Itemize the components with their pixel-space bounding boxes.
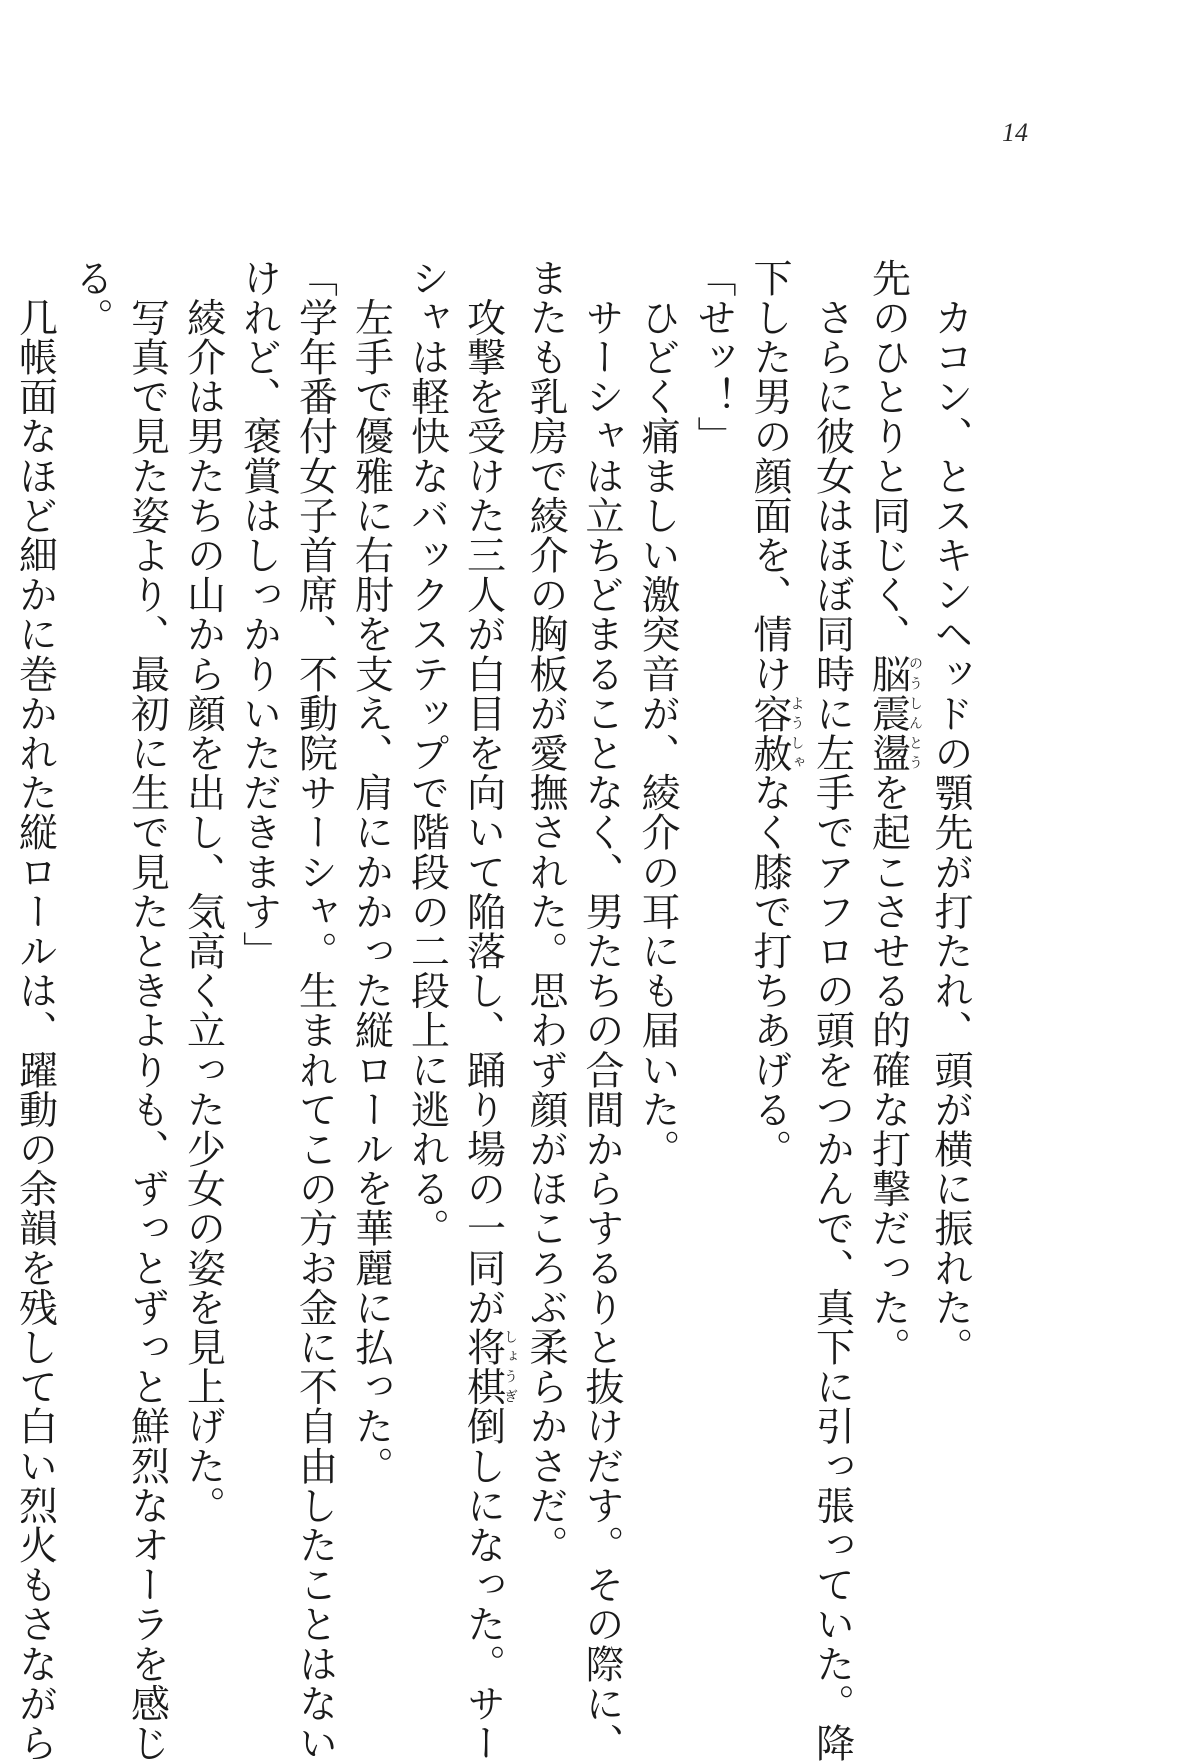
body-text — [12, 258, 978, 1763]
text-line: る。 — [68, 258, 114, 338]
text-fragment: を起こさせる的確な打撃だった。 — [865, 772, 911, 1367]
text-line: 綾介は男たちの山から顔を出し、気高く立った少女の姿を見上げた。 — [180, 258, 226, 1526]
text-line: けれど、褒賞はしっかりいただきます」 — [236, 258, 282, 971]
text-line: 「学年番付女子首席、不動院サーシャ。生まれてこの方お金に不自由したことはない — [292, 258, 338, 1763]
text-line: シャは軽快なバックステップで階段の二段上に逃れる。 — [404, 258, 450, 1248]
text-line: 写真で見た姿より、最初に生で見たときよりも、ずっとずっと鮮烈なオーラを感じ — [124, 258, 170, 1763]
ruby-word — [460, 1327, 518, 1407]
text-fragment: 攻撃を受けた三人が白目を向いて陥落し、踊り場の一同が — [460, 258, 506, 1328]
ruby-base: 将棋 — [460, 1327, 506, 1407]
ruby-word — [747, 693, 805, 773]
text-line: 「せッ！」 — [691, 258, 736, 456]
ruby-reading: しょうぎ — [502, 1327, 518, 1407]
text-line — [860, 258, 923, 1648]
ruby-reading: ようしゃ — [788, 693, 805, 773]
text-line: カコン、とスキンヘッドの顎先が打たれ、頭が横に振れた。 — [928, 258, 973, 1367]
text-line: サーシャは立ちどまることなく、男たちの合間からするりと抜けだす。その際に、 — [579, 258, 624, 1763]
text-line: ひどく痛ましい激突音が、綾介の耳にも届いた。 — [635, 258, 680, 1169]
ruby-word — [865, 654, 923, 773]
text-line: さらに彼女はほぼ同時に左手でアフロの頭をつかんで、真下に引っ張っていた。降 — [809, 258, 855, 1763]
text-line: 左手で優雅に右肘を支え、肩にかかった縦ロールを華麗に払った。 — [348, 258, 394, 1486]
ruby-reading: のうしんとう — [907, 654, 923, 773]
text-fragment: 情け — [747, 614, 792, 694]
text-line — [455, 258, 518, 1763]
text-fragment: 倒しになった。サー — [460, 1406, 506, 1763]
text-fragment: 先のひとりと同じく、 — [865, 258, 911, 654]
text-fragment: なく膝で打ちあげる。 — [747, 772, 792, 1169]
text-line — [741, 258, 804, 1648]
text-fragment: 下した男の顔面を、 — [747, 258, 792, 615]
text-line: 几帳面なほど細かに巻かれた縦ロールは、躍動の余韻を残して白い烈火もさながら — [12, 258, 58, 1763]
text-line: またも乳房で綾介の胸板が愛撫された。思わず顔がほころぶ柔らかさだ。 — [523, 258, 568, 1565]
page-number: 14 — [1002, 118, 1028, 147]
ruby-base: 脳震盪 — [865, 654, 911, 773]
ruby-base: 容赦 — [747, 693, 792, 773]
